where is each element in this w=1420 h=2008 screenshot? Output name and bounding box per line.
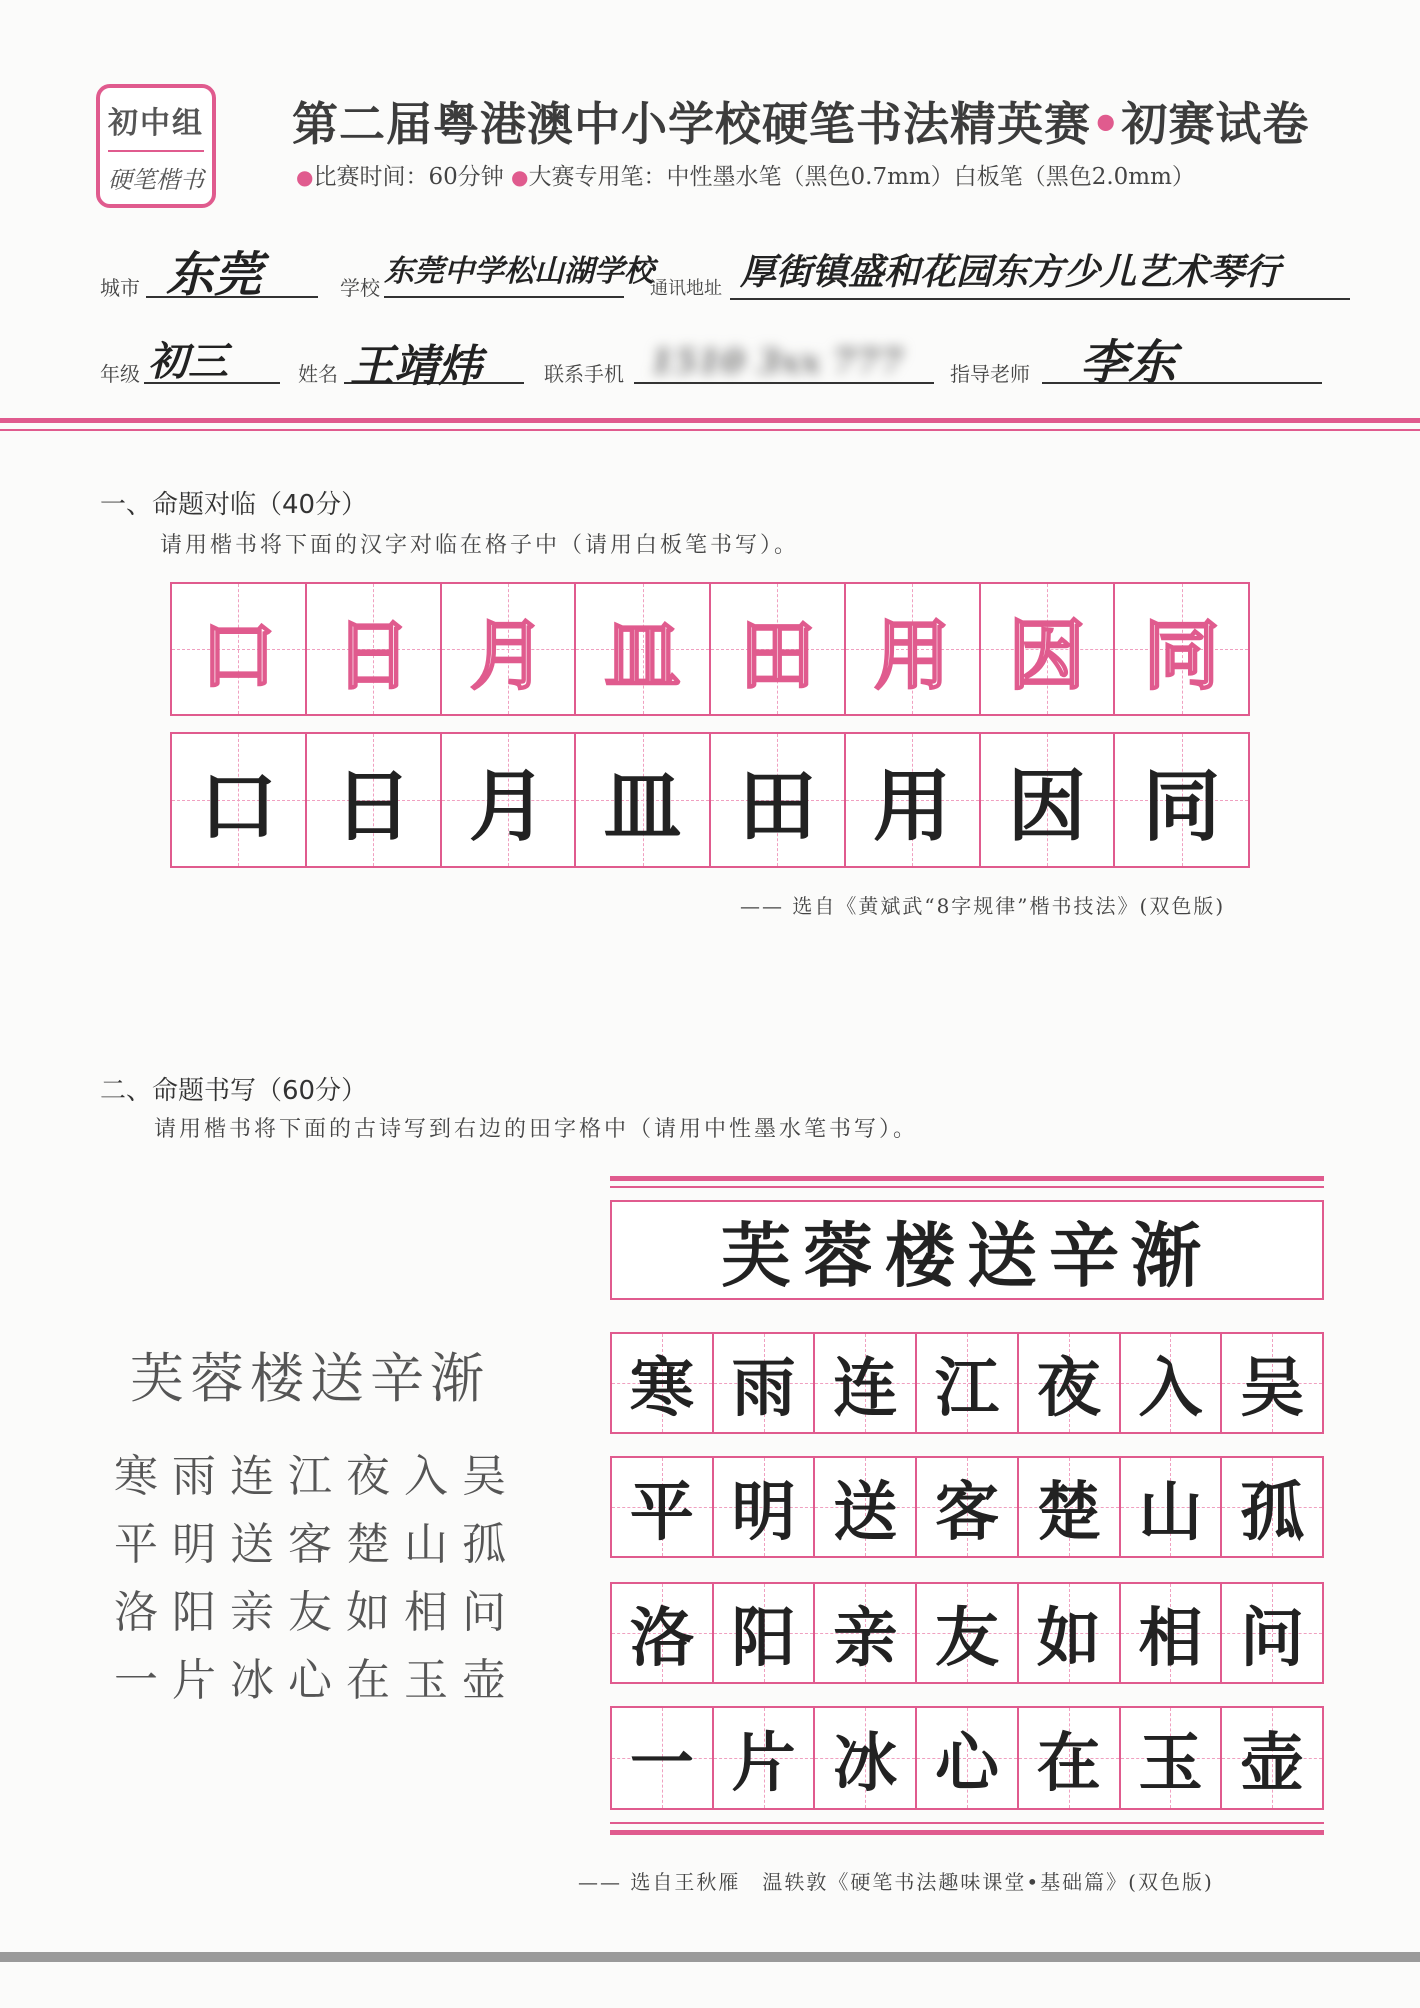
- subtitle-time: 比赛时间：60分钟: [313, 164, 504, 190]
- answer-cell[interactable]: [612, 1584, 714, 1682]
- answer-bottom-rule-thin: [610, 1822, 1324, 1824]
- written-char: 片: [731, 1726, 796, 1801]
- name-value[interactable]: 王靖炜: [350, 341, 482, 392]
- grade-value[interactable]: 初三: [148, 338, 228, 385]
- subtitle-pens: 大赛专用笔：中性墨水笔（黑色0.7mm）白板笔（黑色2.0mm）: [528, 164, 1195, 190]
- footer-rule: [0, 1952, 1420, 1962]
- written-char: 问: [1240, 1601, 1305, 1676]
- written-char: 同: [1142, 762, 1221, 852]
- address-label: 通讯地址: [650, 278, 722, 299]
- answer-cell[interactable]: [612, 1708, 714, 1808]
- section1-title: 一、命题对临（40分）: [100, 490, 368, 520]
- model-char: 因: [1008, 610, 1085, 700]
- written-char: 用: [873, 762, 952, 852]
- section2-desc: 请用楷书将下面的古诗写到右边的田字格中（请用中性墨水笔书写）。: [154, 1117, 919, 1142]
- written-char: 夜: [1036, 1351, 1101, 1426]
- written-char: 入: [1138, 1351, 1203, 1426]
- model-char: 口: [200, 610, 277, 700]
- written-title-box[interactable]: [610, 1200, 1324, 1300]
- answer-cell[interactable]: [1222, 1708, 1322, 1808]
- written-char: 送: [833, 1475, 898, 1550]
- written-char: 心: [935, 1726, 1000, 1801]
- answer-bottom-rule-thick: [610, 1830, 1324, 1835]
- answer-cell[interactable]: [714, 1458, 816, 1556]
- answer-cell[interactable]: [917, 1458, 1019, 1556]
- answer-cell[interactable]: [815, 1334, 917, 1432]
- model-cell: [846, 584, 981, 714]
- header-divider-thin: [0, 429, 1420, 431]
- header-divider-thick: [0, 418, 1420, 423]
- poem-row-grid[interactable]: [610, 1456, 1324, 1558]
- model-cell: [442, 584, 577, 714]
- answer-cell[interactable]: [612, 1458, 714, 1556]
- answer-cell[interactable]: [1121, 1334, 1223, 1432]
- answer-cell[interactable]: [1019, 1458, 1121, 1556]
- written-char: 客: [935, 1475, 1000, 1550]
- written-char: 寒: [629, 1351, 694, 1426]
- teacher-value[interactable]: 李东: [1080, 335, 1177, 391]
- model-char: 皿: [604, 610, 681, 700]
- answer-cell[interactable]: [1115, 734, 1248, 866]
- written-char: 连: [833, 1351, 898, 1426]
- answer-cell[interactable]: [981, 734, 1116, 866]
- written-char: 吴: [1240, 1351, 1305, 1426]
- badge-category-label: 硬笔楷书: [108, 165, 204, 194]
- section1-credit: —— 选自《黄斌武“8字规律”楷书技法》(双色版): [740, 894, 1226, 918]
- source-poem-title: 芙蓉楼送辛渐: [130, 1347, 490, 1410]
- model-grid: [170, 582, 1250, 716]
- answer-cell[interactable]: [442, 734, 577, 866]
- answer-cell[interactable]: [1222, 1334, 1322, 1432]
- written-char: 山: [1138, 1475, 1203, 1550]
- bullet-dot-1: ●: [296, 165, 314, 189]
- written-char: 明: [731, 1475, 796, 1550]
- model-char: 同: [1143, 610, 1220, 700]
- answer-cell[interactable]: [1222, 1458, 1322, 1556]
- subtitle: [296, 158, 1195, 191]
- answer-cell[interactable]: [815, 1708, 917, 1808]
- answer-grid-1[interactable]: [170, 732, 1250, 868]
- source-poem-line: 平明送客楚山孤: [114, 1519, 520, 1570]
- title-suffix: 初赛试卷: [1121, 97, 1310, 151]
- written-char: 楚: [1036, 1475, 1101, 1550]
- answer-cell[interactable]: [714, 1334, 816, 1432]
- source-poem-line: 洛阳亲友如相问: [114, 1587, 520, 1638]
- answer-cell[interactable]: [917, 1708, 1019, 1808]
- model-cell: [172, 584, 307, 714]
- answer-cell[interactable]: [1019, 1584, 1121, 1682]
- answer-cell[interactable]: [1121, 1458, 1223, 1556]
- written-char: 一: [629, 1726, 694, 1801]
- teacher-label: 指导老师: [950, 362, 1030, 386]
- phone-label: 联系手机: [544, 362, 624, 386]
- written-title: 芙蓉楼送辛渐: [721, 1213, 1213, 1297]
- written-char: 孤: [1240, 1475, 1305, 1550]
- answer-cell[interactable]: [711, 734, 846, 866]
- answer-cell[interactable]: [307, 734, 442, 866]
- model-cell: [981, 584, 1116, 714]
- written-char: 平: [629, 1475, 694, 1550]
- model-char: 月: [469, 610, 546, 700]
- city-value[interactable]: 东莞: [166, 247, 263, 303]
- model-cell: [1115, 584, 1248, 714]
- answer-cell[interactable]: [815, 1584, 917, 1682]
- model-cell: [307, 584, 442, 714]
- written-char: 因: [1007, 762, 1086, 852]
- poem-row-grid[interactable]: [610, 1332, 1324, 1434]
- model-char: 日: [335, 610, 412, 700]
- written-char: 田: [738, 762, 817, 852]
- page-title: [292, 88, 1309, 154]
- written-char: 友: [935, 1601, 1000, 1676]
- written-char: 在: [1036, 1726, 1101, 1801]
- answer-top-rule-thick: [610, 1176, 1324, 1181]
- model-cell: [711, 584, 846, 714]
- title-dot: •: [1091, 97, 1122, 151]
- school-underline: [384, 296, 624, 298]
- phone-underline: [634, 382, 934, 384]
- school-value[interactable]: 东莞中学松山湖学校: [384, 254, 654, 289]
- poem-row-grid[interactable]: [610, 1582, 1324, 1684]
- model-char: 用: [874, 610, 951, 700]
- title-main: 第二届粤港澳中小学校硬笔书法精英赛: [292, 97, 1091, 151]
- written-char: 壶: [1240, 1726, 1305, 1801]
- written-char: 皿: [603, 762, 682, 852]
- model-char: 田: [739, 610, 816, 700]
- grade-label: 年级: [100, 362, 140, 386]
- answer-cell[interactable]: [1121, 1708, 1223, 1808]
- written-char: 口: [199, 762, 278, 852]
- bullet-dot-2: ●: [511, 165, 529, 189]
- answer-cell[interactable]: [1121, 1584, 1223, 1682]
- answer-cell[interactable]: [846, 734, 981, 866]
- written-char: 冰: [833, 1726, 898, 1801]
- answer-cell[interactable]: [1222, 1584, 1322, 1682]
- school-label: 学校: [340, 276, 380, 300]
- phone-value[interactable]: 1510 3xx 777: [650, 342, 904, 382]
- written-char: 日: [334, 762, 413, 852]
- address-underline: [730, 298, 1350, 300]
- section2-credit: —— 选自王秋雁 温轶敦《硬笔书法趣味课堂•基础篇》(双色版): [578, 1870, 1214, 1894]
- source-poem-line: 寒雨连江夜入吴: [114, 1451, 520, 1502]
- answer-cell[interactable]: [1019, 1708, 1121, 1808]
- written-char: 洛: [629, 1601, 694, 1676]
- poem-row-grid[interactable]: [610, 1706, 1324, 1810]
- model-cell: [576, 584, 711, 714]
- name-label: 姓名: [298, 362, 338, 386]
- answer-cell[interactable]: [612, 1334, 714, 1432]
- written-char: 雨: [731, 1351, 796, 1426]
- city-label: 城市: [100, 276, 140, 300]
- section1-desc: 请用楷书将下面的汉字对临在格子中（请用白板笔书写）。: [160, 533, 800, 558]
- answer-cell[interactable]: [917, 1584, 1019, 1682]
- answer-cell[interactable]: [172, 734, 307, 866]
- answer-cell[interactable]: [917, 1334, 1019, 1432]
- written-char: 相: [1138, 1601, 1203, 1676]
- answer-cell[interactable]: [714, 1708, 816, 1808]
- badge-divider: [108, 150, 204, 152]
- written-char: 亲: [833, 1601, 898, 1676]
- written-char: 如: [1036, 1601, 1101, 1676]
- section2-title: 二、命题书写（60分）: [100, 1076, 368, 1106]
- written-char: 江: [935, 1351, 1000, 1426]
- written-char: 月: [468, 762, 547, 852]
- answer-cell[interactable]: [815, 1458, 917, 1556]
- answer-top-rule-thin: [610, 1186, 1324, 1188]
- written-char: 阳: [731, 1601, 796, 1676]
- written-char: 玉: [1138, 1726, 1203, 1801]
- source-poem-line: 一片冰心在玉壶: [114, 1655, 520, 1706]
- answer-cell[interactable]: [1019, 1334, 1121, 1432]
- badge-group-label: 初中组: [108, 105, 204, 141]
- address-value[interactable]: 厚街镇盛和花园东方少儿艺术琴行: [740, 251, 1281, 293]
- answer-cell[interactable]: [576, 734, 711, 866]
- answer-cell[interactable]: [714, 1584, 816, 1682]
- group-badge: [96, 84, 216, 208]
